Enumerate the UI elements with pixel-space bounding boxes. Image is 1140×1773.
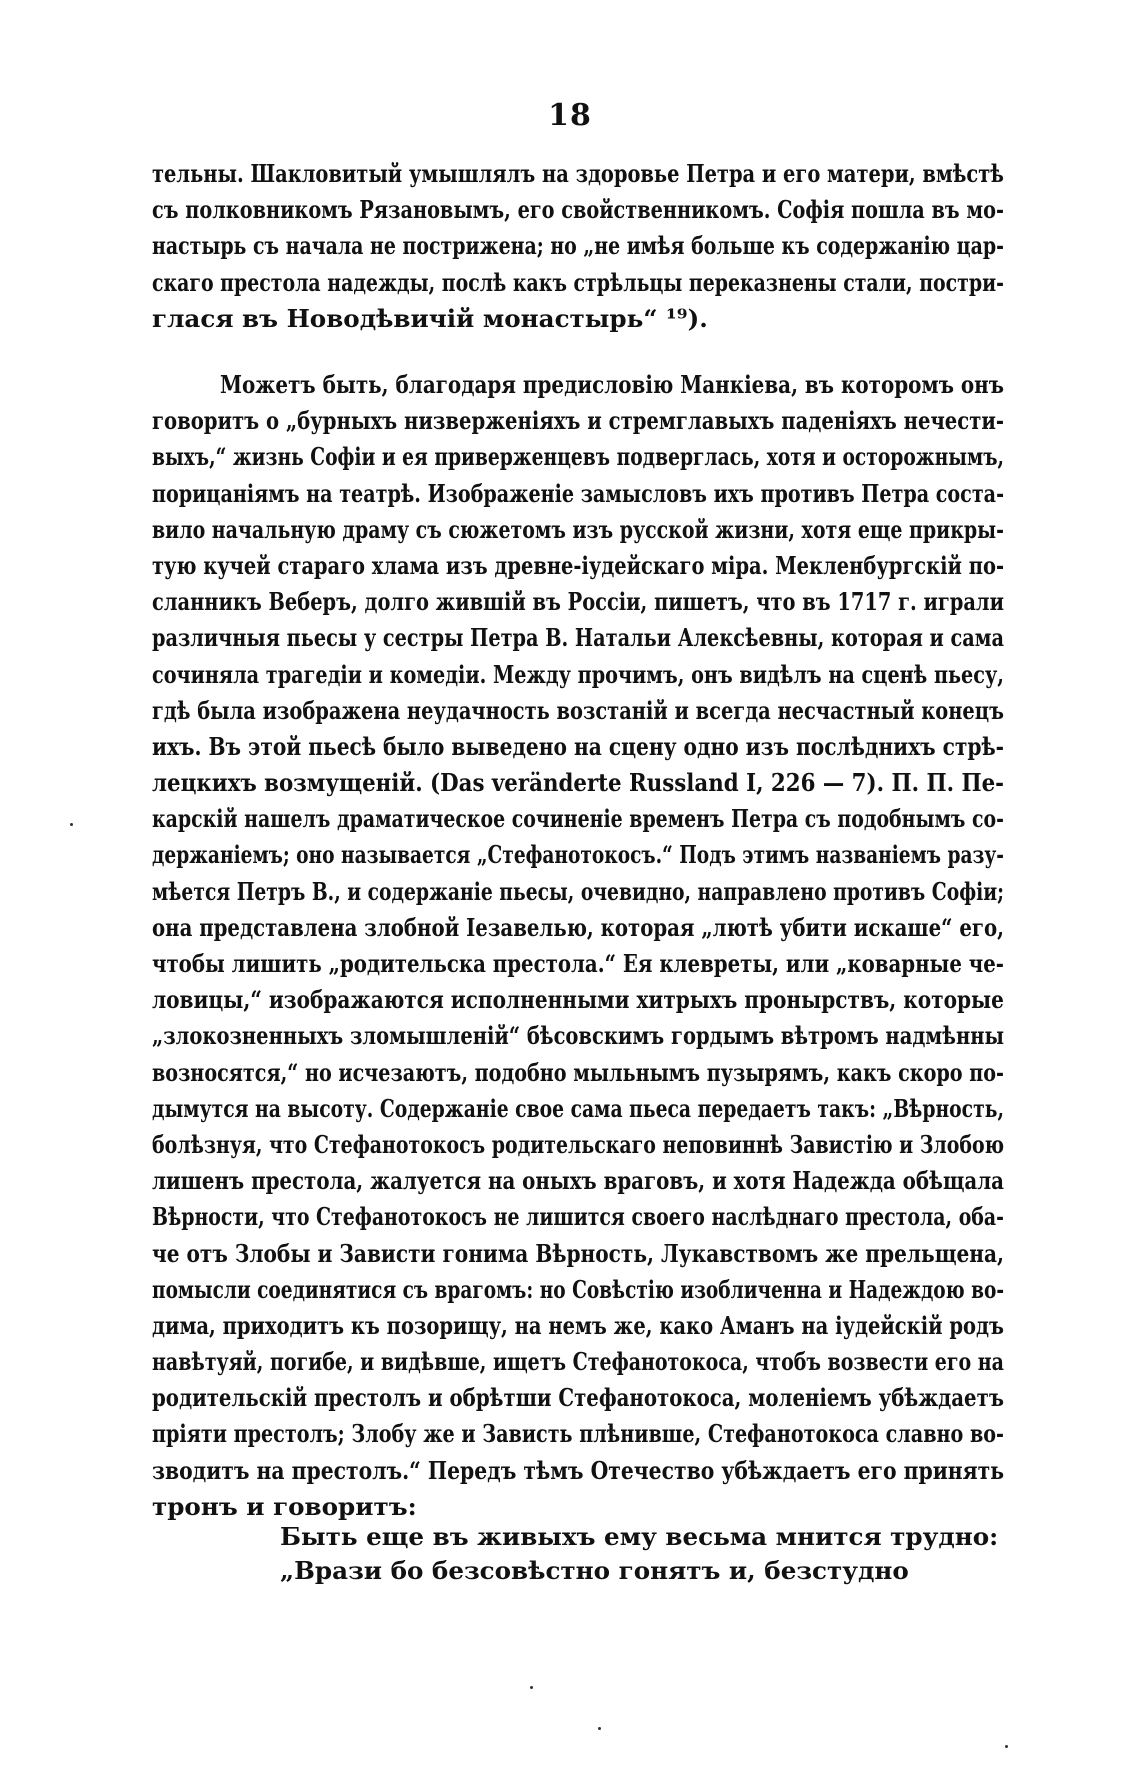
verse-line: Быть еще въ живыхъ ему весьма мнится трудно: bbox=[280, 1522, 999, 1551]
scan-speck bbox=[70, 823, 73, 826]
page-number: 18 bbox=[548, 98, 592, 133]
paragraph-1 bbox=[152, 156, 1004, 337]
text-line: Вѣрности, что Стефанотокосъ не лишится своего наслѣднаго престола, оба- bbox=[152, 1202, 1004, 1232]
text-line: болѣзнуя, что Стефанотокосъ родительскаго неповиннѣ Завистію и Злобою bbox=[152, 1129, 1004, 1159]
text-line: гдѣ была изображена неудачность возстаній и всегда несчастный конецъ bbox=[152, 695, 1004, 725]
text-line: держаніемъ; оно называется „Стефанотокосъ.“ Подъ этимъ названіемъ разу- bbox=[152, 840, 1004, 870]
text-line: ловицы,“ изображаются исполненными хитрыхъ пронырствъ, которые bbox=[152, 985, 1004, 1015]
text-line: карскій нашелъ драматическое сочиненіе временъ Петра съ подобнымъ со- bbox=[152, 804, 1004, 834]
text-line: вило начальную драму съ сюжетомъ изъ русской жизни, хотя еще прикры- bbox=[152, 514, 1004, 544]
text-line: возносятся,“ но исчезаютъ, подобно мыльнымъ пузырямъ, какъ скоро по- bbox=[152, 1057, 1004, 1087]
text-line: чтобы лишить „родительска престола.“ Ея клевреты, или „коварные че- bbox=[152, 949, 1004, 978]
text-line: че отъ Злобы и Зависти гонима Вѣрность, Лукавствомъ же прельщена, bbox=[152, 1238, 1004, 1268]
text-line: дима, приходитъ къ позорищу, на немъ же, како Аманъ на іудейскій родъ bbox=[152, 1310, 1004, 1340]
verse-quote bbox=[280, 1520, 999, 1588]
text-line: сланникъ Веберъ, долго жившій въ Россіи, пишетъ, что въ 1717 г. играли bbox=[152, 587, 1004, 617]
scan-speck bbox=[530, 1686, 533, 1689]
text-line: ихъ. Въ этой пьесѣ было выведено на сцену одно изъ послѣднихъ стрѣ- bbox=[152, 731, 1004, 761]
text-line: помысли соединятися съ врагомъ: но Совѣстію изобличенна и Надеждою во- bbox=[152, 1274, 1004, 1304]
text-line: сочиняла трагедіи и комедіи. Между прочимъ, онъ видѣлъ на сценѣ пьесу, bbox=[152, 659, 1004, 689]
text-line: говоритъ о „бурныхъ низверженіяхъ и стремглавыхъ паденіяхъ нечести- bbox=[152, 406, 1004, 436]
scan-speck bbox=[1005, 1745, 1008, 1748]
text-line: лишенъ престола, жалуется на оныхъ враговъ, и хотя Надежда обѣщала bbox=[152, 1166, 1004, 1196]
text-line: пріяти престолъ; Злобу же и Зависть плѣнивше, Стефанотокоса славно во- bbox=[152, 1419, 1004, 1449]
text-line: Можетъ быть, благодаря предисловію Манкіева, въ которомъ онъ bbox=[220, 370, 1004, 399]
text-line: родительскій престолъ и обрѣтши Стефанотокоса, моленіемъ убѣждаетъ bbox=[152, 1383, 1004, 1413]
text-line: дымутся на высоту. Содержаніе свое сама пьеса передаетъ такъ: „Вѣрность, bbox=[152, 1093, 1004, 1123]
text-line: она представлена злобной Іезавелью, которая „лютѣ убити искаше“ его, bbox=[152, 912, 1004, 942]
paragraph-2 bbox=[152, 367, 1004, 1525]
text-line: тельны. Шакловитый умышлялъ на здоровье Петра и его матери, вмѣстѣ bbox=[152, 159, 1004, 188]
text-line: глася въ Новодѣвичій монастырь“ ¹⁹). bbox=[152, 303, 708, 333]
text-line: порицаніямъ на театрѣ. Изображеніе замысловъ ихъ противъ Петра соста- bbox=[152, 478, 1004, 508]
text-line: съ полковникомъ Рязановымъ, его свойственникомъ. Софія пошла въ мо- bbox=[152, 195, 1004, 225]
text-line: „злокозненныхъ зломышленій“ бѣсовскимъ гордымъ вѣтромъ надмѣнны bbox=[152, 1021, 1004, 1051]
text-line: лецкихъ возмущеній. (Das veränderte Russland I, 226 — 7). П. П. Пе- bbox=[152, 768, 1004, 798]
text-line: настырь съ начала не пострижена; но „не имѣя больше къ содержанію цар- bbox=[152, 231, 1004, 261]
text-line: зводитъ на престолъ.“ Передъ тѣмъ Отечество убѣждаетъ его принять bbox=[152, 1455, 1004, 1485]
text-line: тую кучей стараго хлама изъ древне-іудейскаго міра. Мекленбургскій по- bbox=[152, 550, 1004, 580]
text-line: навѣтуяй, погибе, и видѣвше, ищетъ Стефанотокоса, чтобъ возвести его на bbox=[152, 1347, 1004, 1377]
text-line: скаго престола надежды, послѣ какъ стрѣльцы переказнены стали, постри- bbox=[152, 267, 1004, 297]
text-line: выхъ,“ жизнь Софіи и ея приверженцевъ подверглась, хотя и осторожнымъ, bbox=[152, 442, 1004, 472]
text-line: мѣется Петръ В., и содержаніе пьесы, очевидно, направлено противъ Софіи; bbox=[152, 876, 1004, 906]
text-line: различныя пьесы у сестры Петра В. Натальи Алексѣевны, которая и сама bbox=[152, 623, 1004, 653]
verse-line: „Врази бо безсовѣстно гонятъ и, безстудно bbox=[280, 1556, 909, 1585]
text-line: тронъ и говоритъ: bbox=[152, 1491, 417, 1521]
scan-speck bbox=[598, 1727, 601, 1730]
